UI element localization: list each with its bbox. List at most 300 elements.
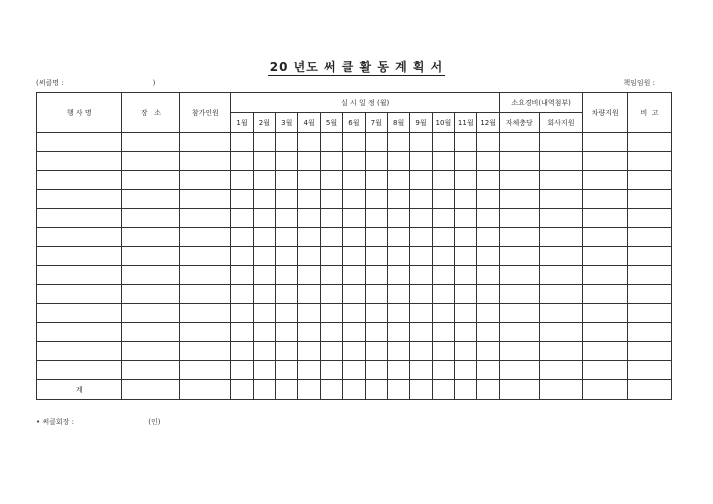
- table-cell[interactable]: [583, 266, 628, 285]
- table-cell[interactable]: [37, 304, 122, 323]
- table-cell[interactable]: [365, 190, 387, 209]
- header-month: 5월: [320, 113, 342, 133]
- table-cell[interactable]: [477, 171, 499, 190]
- table-cell[interactable]: [432, 228, 454, 247]
- table-cell[interactable]: [499, 285, 539, 304]
- table-cell[interactable]: [298, 171, 320, 190]
- header-remarks: 비 고: [628, 93, 672, 133]
- table-cell[interactable]: [253, 304, 275, 323]
- table-cell[interactable]: [365, 209, 387, 228]
- table-cell[interactable]: [387, 342, 409, 361]
- table-cell[interactable]: [628, 342, 672, 361]
- table-cell[interactable]: [432, 209, 454, 228]
- table-cell[interactable]: [387, 190, 409, 209]
- table-cell[interactable]: [432, 266, 454, 285]
- table-cell[interactable]: [499, 342, 539, 361]
- table-cell[interactable]: [410, 361, 432, 380]
- table-cell[interactable]: [583, 380, 628, 400]
- table-cell[interactable]: [298, 285, 320, 304]
- table-cell[interactable]: [365, 380, 387, 400]
- table-cell[interactable]: [231, 228, 253, 247]
- table-cell[interactable]: [320, 304, 342, 323]
- table-cell[interactable]: [253, 190, 275, 209]
- table-cell[interactable]: [276, 190, 298, 209]
- table-row: [37, 361, 672, 380]
- table-cell[interactable]: [628, 190, 672, 209]
- table-cell[interactable]: [477, 285, 499, 304]
- table-cell[interactable]: [387, 228, 409, 247]
- table-cell[interactable]: [180, 285, 231, 304]
- table-cell[interactable]: [253, 171, 275, 190]
- table-cell[interactable]: [180, 361, 231, 380]
- table-cell[interactable]: [253, 380, 275, 400]
- table-cell[interactable]: [320, 133, 342, 152]
- table-cell[interactable]: [253, 285, 275, 304]
- table-cell[interactable]: [122, 342, 180, 361]
- table-cell[interactable]: [455, 247, 477, 266]
- table-cell[interactable]: [180, 152, 231, 171]
- table-cell[interactable]: [539, 342, 583, 361]
- table-cell[interactable]: [320, 190, 342, 209]
- table-cell[interactable]: [276, 361, 298, 380]
- table-cell[interactable]: [539, 171, 583, 190]
- table-cell[interactable]: [365, 133, 387, 152]
- table-cell[interactable]: [455, 228, 477, 247]
- table-cell[interactable]: [298, 380, 320, 400]
- header-company-support: 회사지원: [539, 113, 583, 133]
- table-cell[interactable]: [180, 247, 231, 266]
- table-cell[interactable]: [499, 380, 539, 400]
- table-cell[interactable]: [320, 285, 342, 304]
- table-cell[interactable]: [455, 152, 477, 171]
- table-cell[interactable]: [180, 228, 231, 247]
- table-cell[interactable]: [343, 361, 365, 380]
- table-cell[interactable]: [410, 247, 432, 266]
- table-cell[interactable]: [298, 266, 320, 285]
- table-cell[interactable]: [343, 342, 365, 361]
- table-cell[interactable]: [253, 361, 275, 380]
- table-cell[interactable]: [122, 247, 180, 266]
- table-cell[interactable]: [276, 133, 298, 152]
- table-cell[interactable]: [298, 228, 320, 247]
- table-cell[interactable]: [122, 304, 180, 323]
- table-cell[interactable]: [365, 342, 387, 361]
- table-cell[interactable]: [343, 228, 365, 247]
- table-cell[interactable]: [499, 228, 539, 247]
- table-cell[interactable]: [410, 171, 432, 190]
- table-row: [37, 304, 672, 323]
- table-cell[interactable]: [455, 171, 477, 190]
- table-row: [37, 247, 672, 266]
- table-cell[interactable]: [343, 190, 365, 209]
- table-cell[interactable]: [455, 342, 477, 361]
- table-cell[interactable]: [276, 171, 298, 190]
- table-cell[interactable]: [122, 209, 180, 228]
- table-cell[interactable]: [499, 209, 539, 228]
- table-cell[interactable]: [432, 190, 454, 209]
- table-cell[interactable]: [276, 323, 298, 342]
- footer: [36, 417, 160, 427]
- table-cell[interactable]: [387, 247, 409, 266]
- table-cell[interactable]: [583, 323, 628, 342]
- table-cell[interactable]: [253, 152, 275, 171]
- table-cell[interactable]: [122, 152, 180, 171]
- table-cell[interactable]: [539, 285, 583, 304]
- table-cell[interactable]: [583, 304, 628, 323]
- table-cell[interactable]: [455, 266, 477, 285]
- table-cell[interactable]: [499, 171, 539, 190]
- table-cell[interactable]: [343, 247, 365, 266]
- table-cell[interactable]: [387, 285, 409, 304]
- table-cell[interactable]: [477, 361, 499, 380]
- table-cell[interactable]: [231, 209, 253, 228]
- table-cell[interactable]: [320, 247, 342, 266]
- table-cell[interactable]: [499, 190, 539, 209]
- header-month: 9월: [410, 113, 432, 133]
- table-cell[interactable]: [499, 361, 539, 380]
- table-cell[interactable]: [37, 247, 122, 266]
- table-cell[interactable]: [37, 323, 122, 342]
- table-cell[interactable]: [455, 380, 477, 400]
- table-cell[interactable]: [276, 209, 298, 228]
- table-cell[interactable]: [122, 190, 180, 209]
- table-cell[interactable]: [499, 152, 539, 171]
- table-cell[interactable]: [37, 361, 122, 380]
- table-cell[interactable]: [343, 323, 365, 342]
- table-cell[interactable]: [231, 342, 253, 361]
- table-cell[interactable]: [477, 247, 499, 266]
- table-cell[interactable]: [231, 133, 253, 152]
- table-cell[interactable]: [432, 171, 454, 190]
- table-cell[interactable]: [410, 190, 432, 209]
- table-cell[interactable]: [365, 304, 387, 323]
- header-self-funded: 자체충당: [499, 113, 539, 133]
- table-cell[interactable]: [231, 247, 253, 266]
- table-cell[interactable]: [343, 152, 365, 171]
- table-cell[interactable]: [455, 304, 477, 323]
- table-cell[interactable]: [628, 304, 672, 323]
- table-cell[interactable]: [387, 323, 409, 342]
- table-cell[interactable]: [455, 190, 477, 209]
- table-cell[interactable]: [539, 266, 583, 285]
- table-cell[interactable]: [628, 361, 672, 380]
- table-cell[interactable]: [455, 361, 477, 380]
- table-cell[interactable]: [253, 228, 275, 247]
- table-cell[interactable]: [499, 266, 539, 285]
- table-cell[interactable]: [477, 190, 499, 209]
- table-cell[interactable]: [410, 209, 432, 228]
- table-cell[interactable]: [276, 228, 298, 247]
- table-cell[interactable]: [410, 342, 432, 361]
- table-cell[interactable]: [432, 323, 454, 342]
- table-cell[interactable]: [253, 133, 275, 152]
- header-month: 4월: [298, 113, 320, 133]
- table-cell[interactable]: [276, 304, 298, 323]
- table-cell[interactable]: [455, 285, 477, 304]
- table-cell[interactable]: [410, 304, 432, 323]
- table-cell[interactable]: [628, 285, 672, 304]
- table-cell[interactable]: [410, 266, 432, 285]
- table-cell[interactable]: [231, 152, 253, 171]
- table-cell[interactable]: [628, 133, 672, 152]
- table-cell[interactable]: [455, 209, 477, 228]
- document-title: 20 년도 써 클 활 동 계 획 서: [269, 60, 444, 74]
- table-cell[interactable]: [343, 133, 365, 152]
- table-cell[interactable]: [231, 380, 253, 400]
- table-cell[interactable]: [432, 285, 454, 304]
- table-cell[interactable]: [37, 152, 122, 171]
- table-row: [37, 266, 672, 285]
- table-cell[interactable]: [583, 171, 628, 190]
- table-cell[interactable]: [477, 323, 499, 342]
- table-cell[interactable]: [477, 209, 499, 228]
- table-cell[interactable]: [276, 266, 298, 285]
- table-cell[interactable]: [122, 361, 180, 380]
- table-cell[interactable]: [387, 133, 409, 152]
- table-cell[interactable]: [539, 361, 583, 380]
- table-cell[interactable]: [298, 323, 320, 342]
- table-cell[interactable]: [122, 323, 180, 342]
- seal-label: (인): [148, 418, 161, 426]
- table-cell[interactable]: [410, 380, 432, 400]
- table-cell[interactable]: [432, 361, 454, 380]
- table-cell[interactable]: [37, 133, 122, 152]
- table-row: [37, 285, 672, 304]
- table-cell[interactable]: [628, 380, 672, 400]
- table-cell[interactable]: [477, 152, 499, 171]
- table-cell[interactable]: [180, 171, 231, 190]
- header-month: 12월: [477, 113, 499, 133]
- table-cell[interactable]: [298, 209, 320, 228]
- table-cell[interactable]: [231, 190, 253, 209]
- table-cell[interactable]: [477, 304, 499, 323]
- table-cell[interactable]: [122, 133, 180, 152]
- table-cell[interactable]: [628, 152, 672, 171]
- table-cell[interactable]: [365, 323, 387, 342]
- table-cell[interactable]: [180, 266, 231, 285]
- table-cell[interactable]: [320, 323, 342, 342]
- table-cell[interactable]: [180, 190, 231, 209]
- header-month: 1월: [231, 113, 253, 133]
- table-cell[interactable]: [231, 323, 253, 342]
- table-cell[interactable]: [180, 209, 231, 228]
- table-cell[interactable]: [298, 304, 320, 323]
- table-cell[interactable]: [455, 323, 477, 342]
- table-cell[interactable]: [320, 361, 342, 380]
- table-cell[interactable]: [628, 323, 672, 342]
- table-cell[interactable]: [343, 304, 365, 323]
- table-cell[interactable]: [180, 342, 231, 361]
- table-cell[interactable]: [477, 342, 499, 361]
- chair-label: • 써클회장 :: [36, 418, 74, 426]
- table-cell[interactable]: [583, 285, 628, 304]
- table-cell[interactable]: [343, 209, 365, 228]
- table-cell[interactable]: [122, 380, 180, 400]
- table-body: [37, 133, 672, 400]
- table-cell[interactable]: [477, 380, 499, 400]
- table-cell[interactable]: [539, 323, 583, 342]
- table-cell[interactable]: [387, 361, 409, 380]
- table-cell[interactable]: [387, 266, 409, 285]
- table-cell[interactable]: [253, 342, 275, 361]
- table-cell[interactable]: [37, 285, 122, 304]
- table-cell[interactable]: [628, 228, 672, 247]
- table-row: [37, 171, 672, 190]
- table-cell[interactable]: [628, 266, 672, 285]
- table-cell[interactable]: [539, 133, 583, 152]
- table-cell[interactable]: [122, 285, 180, 304]
- table-cell[interactable]: [432, 380, 454, 400]
- table-cell[interactable]: [583, 133, 628, 152]
- table-row: [37, 323, 672, 342]
- table-cell[interactable]: [180, 323, 231, 342]
- total-row: [37, 380, 672, 400]
- table-cell[interactable]: [365, 228, 387, 247]
- table-cell[interactable]: [320, 342, 342, 361]
- table-cell[interactable]: [539, 247, 583, 266]
- table-cell[interactable]: [432, 304, 454, 323]
- table-cell[interactable]: [583, 190, 628, 209]
- table-cell[interactable]: [539, 190, 583, 209]
- table-cell[interactable]: [539, 152, 583, 171]
- table-cell[interactable]: [628, 209, 672, 228]
- header-schedule: 실 시 일 정 (월): [231, 93, 500, 113]
- table-cell[interactable]: [320, 209, 342, 228]
- table-cell[interactable]: [180, 133, 231, 152]
- table-cell[interactable]: [343, 266, 365, 285]
- table-cell[interactable]: [499, 304, 539, 323]
- table-cell[interactable]: [365, 247, 387, 266]
- table-cell[interactable]: [298, 342, 320, 361]
- header-place: 장 소: [122, 93, 180, 133]
- table-cell[interactable]: [432, 133, 454, 152]
- header-month: 3월: [276, 113, 298, 133]
- table-cell[interactable]: [365, 152, 387, 171]
- table-cell[interactable]: [539, 209, 583, 228]
- table-cell[interactable]: [365, 361, 387, 380]
- table-cell[interactable]: [583, 247, 628, 266]
- table-cell[interactable]: [387, 171, 409, 190]
- table-cell[interactable]: [37, 228, 122, 247]
- table-cell[interactable]: [253, 323, 275, 342]
- table-cell[interactable]: [410, 285, 432, 304]
- table-row: [37, 152, 672, 171]
- table-cell[interactable]: [628, 247, 672, 266]
- table-cell[interactable]: [583, 361, 628, 380]
- table-cell[interactable]: [387, 209, 409, 228]
- table-cell[interactable]: [477, 228, 499, 247]
- header-event-name: 행 사 명: [37, 93, 122, 133]
- table-cell[interactable]: [276, 247, 298, 266]
- table-cell[interactable]: [276, 285, 298, 304]
- header-participants: 참가인원: [180, 93, 231, 133]
- table-cell[interactable]: [455, 133, 477, 152]
- table-cell[interactable]: [583, 342, 628, 361]
- table-cell[interactable]: [231, 266, 253, 285]
- table-cell[interactable]: [539, 380, 583, 400]
- table-cell[interactable]: [343, 285, 365, 304]
- table-cell[interactable]: [122, 228, 180, 247]
- table-cell[interactable]: [365, 171, 387, 190]
- table-cell[interactable]: [231, 285, 253, 304]
- table-cell[interactable]: [387, 380, 409, 400]
- circle-name-label: (써클명 : ): [36, 79, 156, 87]
- table-cell[interactable]: [122, 171, 180, 190]
- table-cell[interactable]: [365, 285, 387, 304]
- table-cell[interactable]: [583, 152, 628, 171]
- table-cell[interactable]: [477, 133, 499, 152]
- table-cell[interactable]: [253, 247, 275, 266]
- table-row: [37, 133, 672, 152]
- table-cell[interactable]: [180, 380, 231, 400]
- table-cell[interactable]: [410, 323, 432, 342]
- activity-plan-table: [36, 92, 672, 400]
- table-cell[interactable]: [583, 209, 628, 228]
- header-expenses: 소요경비(내역첨부): [499, 93, 582, 113]
- header-month: 6월: [343, 113, 365, 133]
- table-cell[interactable]: [499, 247, 539, 266]
- table-cell[interactable]: [387, 304, 409, 323]
- table-cell[interactable]: [298, 247, 320, 266]
- table-cell[interactable]: [320, 228, 342, 247]
- table-cell[interactable]: [276, 152, 298, 171]
- table-cell[interactable]: [37, 342, 122, 361]
- table-cell[interactable]: [477, 266, 499, 285]
- table-cell[interactable]: [37, 209, 122, 228]
- table-cell[interactable]: [499, 133, 539, 152]
- table-cell[interactable]: [253, 266, 275, 285]
- table-cell[interactable]: [37, 190, 122, 209]
- table-cell[interactable]: [276, 342, 298, 361]
- total-label: 계: [37, 380, 122, 400]
- table-cell[interactable]: [253, 209, 275, 228]
- table-cell[interactable]: [276, 380, 298, 400]
- table-cell[interactable]: [298, 152, 320, 171]
- table-cell[interactable]: [231, 304, 253, 323]
- table-cell[interactable]: [320, 380, 342, 400]
- table-cell[interactable]: [432, 247, 454, 266]
- table-cell[interactable]: [180, 304, 231, 323]
- table-cell[interactable]: [343, 380, 365, 400]
- table-cell[interactable]: [410, 133, 432, 152]
- table-cell[interactable]: [343, 171, 365, 190]
- table-cell[interactable]: [298, 361, 320, 380]
- table-cell[interactable]: [37, 266, 122, 285]
- table-cell[interactable]: [37, 171, 122, 190]
- table-cell[interactable]: [432, 342, 454, 361]
- table-cell[interactable]: [122, 266, 180, 285]
- table-cell[interactable]: [231, 361, 253, 380]
- table-cell[interactable]: [231, 171, 253, 190]
- table-cell[interactable]: [298, 133, 320, 152]
- table-cell[interactable]: [539, 228, 583, 247]
- table-cell[interactable]: [320, 152, 342, 171]
- table-cell[interactable]: [628, 171, 672, 190]
- table-cell[interactable]: [432, 152, 454, 171]
- header-month: 8월: [387, 113, 409, 133]
- table-cell[interactable]: [539, 304, 583, 323]
- table-cell[interactable]: [410, 152, 432, 171]
- table-cell[interactable]: [499, 323, 539, 342]
- table-cell[interactable]: [387, 152, 409, 171]
- table-cell[interactable]: [320, 266, 342, 285]
- table-cell[interactable]: [298, 190, 320, 209]
- table-cell[interactable]: [365, 266, 387, 285]
- table-cell[interactable]: [320, 171, 342, 190]
- table-cell[interactable]: [583, 228, 628, 247]
- table-cell[interactable]: [410, 228, 432, 247]
- header-month: 11월: [455, 113, 477, 133]
